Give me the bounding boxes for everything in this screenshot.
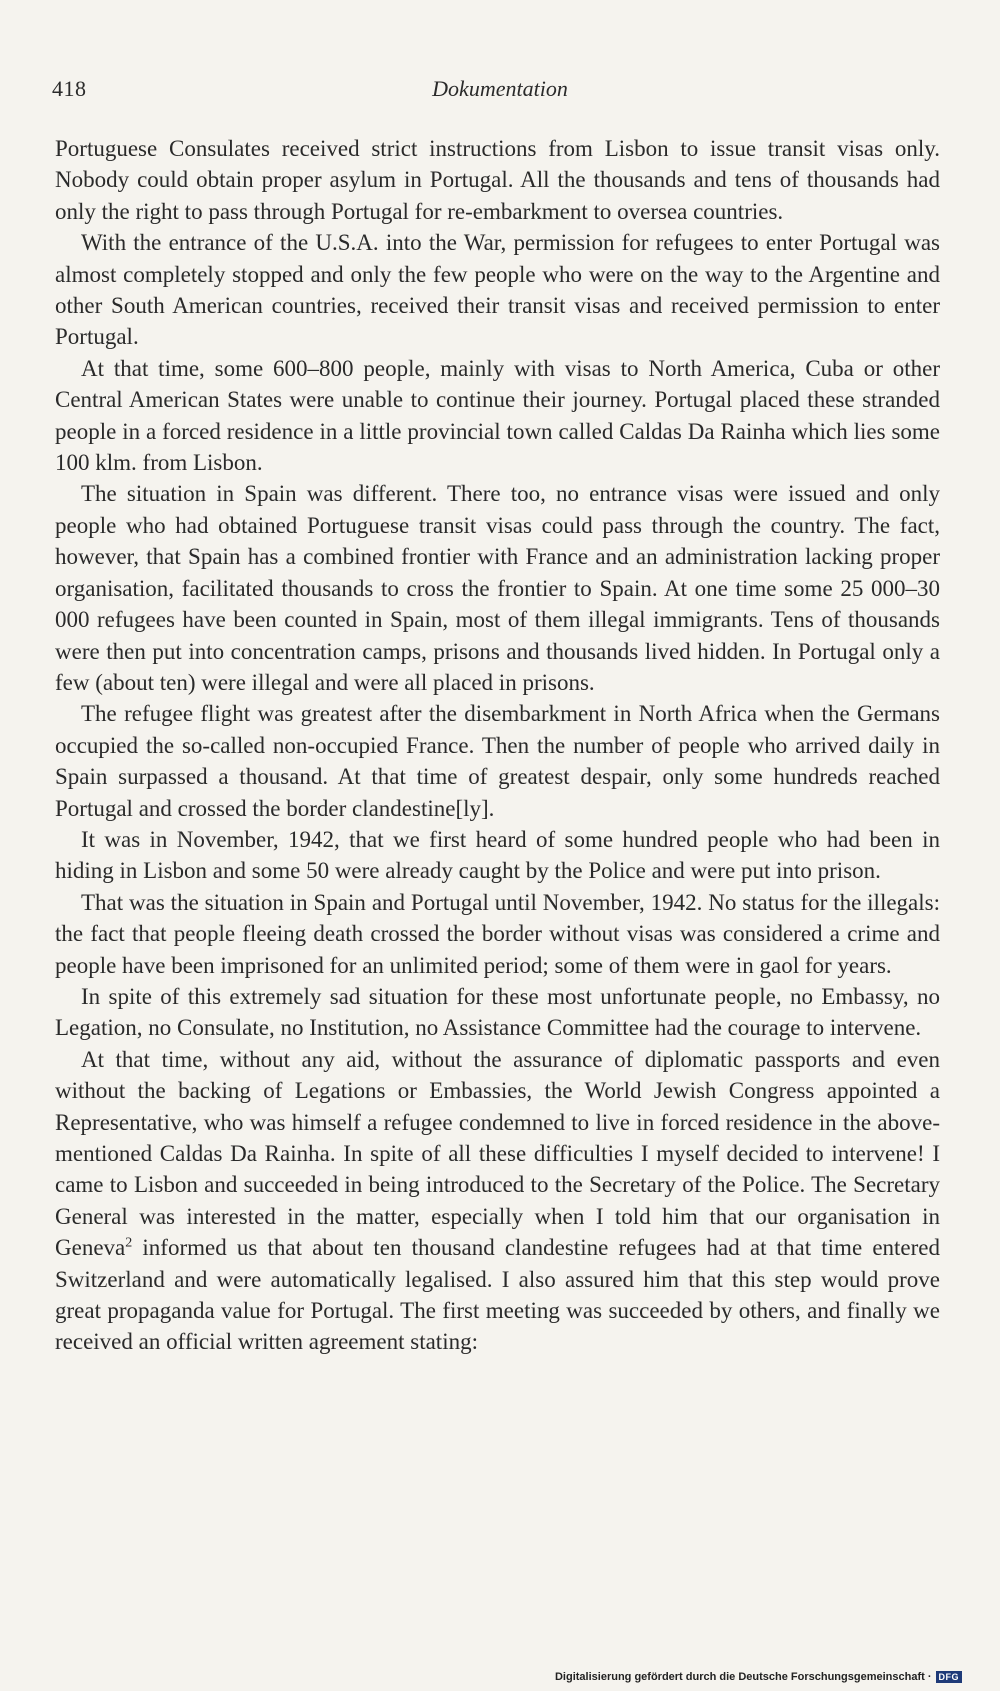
page-number: 418 [52,76,87,101]
dfg-logo: DFG [936,1671,963,1683]
paragraph-text: informed us that about ten thousand clandestine refugees had at that time entered Switzerland and were automatically legalised. I also assured him that this step would prove great propaganda value for Portugal. The first meeting was succeeded by others, and finally we received an official written agreement stating: [55,1235,940,1355]
paragraph-text: At that time, without any aid, without the assurance of diplomatic passports and even without the backing of Legations or Embassies, the World Jewish Congress appointed a Representative, who was himself a refugee condemned to live in forced residence in the above-mentioned Caldas Da Rainha. In spite of all these difficulties I myself decided to intervene! I came to Lisbon and succeeded in being introduced to the Secretary of the Police. The Secretary General was interested in the matter, especially when I told him that our organisation in Geneva [55,1046,940,1261]
paragraph: Portuguese Consulates received strict instructions from Lisbon to issue transit visas only. Nobody could obtain proper asylum in Portugal. All the thousands and tens of thousands had only the right to pass through Portugal for re-embarkment to oversea countries. [55,136,940,224]
running-head: Dokumentation [432,76,568,101]
paragraph: With the entrance of the U.S.A. into the War, permission for refugees to enter Portugal was almost completely stopped and only the few people who were on the way to the Argentine and other South American countries, received their transit visas and received permission to enter Portugal. [55,230,940,350]
paragraph [55,1044,940,1358]
paragraph: The refugee flight was greatest after the disembarkment in North Africa when the Germans occupied the so-called non-occupied France. Then the number of people who arrived daily in Spain surpassed a thousand. At that time of greatest despair, only some hundreds reached Portugal and crossed the border clandestine[ly]. [55,701,940,821]
paragraph: It was in November, 1942, that we first heard of some hundred people who had been in hiding in Lisbon and some 50 were already caught by the Police and were put into prison. [55,826,940,884]
paragraph: At that time, some 600–800 people, mainly with visas to North America, Cuba or other Central American States were unable to continue their journey. Portugal placed these stranded people in a forced residence in a little provincial town called Caldas Da Rainha which lies some 100 klm. from Lisbon. [55,355,940,476]
paragraph: The situation in Spain was different. There too, no entrance visas were issued and only people who had obtained Portuguese transit visas could pass through the country. The fact, however, that Spain has a combined frontier with France and an administration lacking proper organisation, facilitated thousands to cross the frontier to Spain. At one time some 25 000–30 000 refugees have been counted in Spain, most of them illegal immigrants. Tens of thousands were then put into concentration camps, prisons and thousands lived hidden. In Portugal only a few (about ten) were illegal and were all placed in prisons. [55,481,940,695]
paragraph: That was the situation in Spain and Portugal until November, 1942. No status for the illegals: the fact that people fleeing death crossed the border without visas was considered a crime and people have been imprisoned for an unlimited period; some of them were in gaol for years. [55,889,940,978]
body-text [55,133,940,1358]
footnote-ref: 2 [125,1235,133,1251]
credit-text: Digitalisierung gefördert durch die Deutsche Forschungsgemeinschaft · [554,1671,932,1683]
paragraph: In spite of this extremely sad situation for these most unfortunate people, no Embassy, no Legation, no Consulate, no Institution, no Assistance Committee had the courage to intervene. [55,983,940,1041]
digitization-credit [555,1671,962,1683]
